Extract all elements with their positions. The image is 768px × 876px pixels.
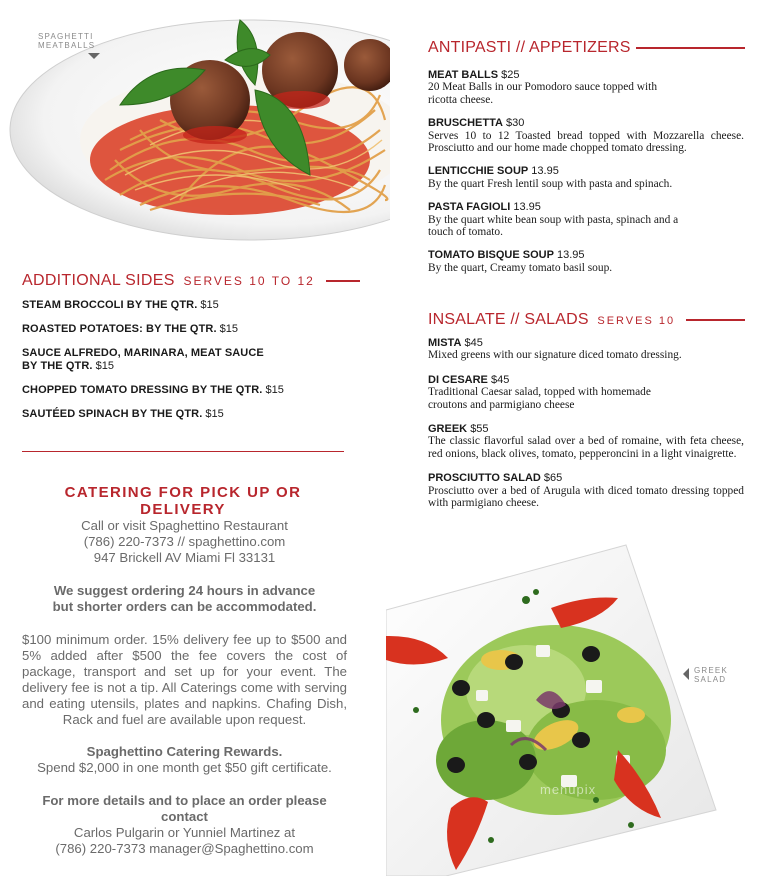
item-description: Traditional Caesar salad, topped with homemade croutons and parmigiano cheese xyxy=(428,386,651,411)
section-title: ANTIPASTI // APPETIZERS xyxy=(428,39,631,56)
section-title: INSALATE // SALADS xyxy=(428,311,589,328)
list-item xyxy=(22,299,342,312)
details-line: Carlos Pulgarin or Yunniel Martinez at xyxy=(73,825,296,840)
item-name: PROSCIUTTO SALAD xyxy=(428,472,541,485)
item-name: TOMATO BISQUE SOUP xyxy=(428,249,554,262)
antipasti-list xyxy=(428,69,744,274)
item-description: Prosciutto over a bed of Arugula with diced tomato dressing topped with parmigiano cheese. xyxy=(428,484,744,510)
item-name: ROASTED POTATOES: BY THE QTR. xyxy=(22,323,217,335)
item-name: PASTA FAGIOLI xyxy=(428,201,511,214)
section-divider xyxy=(22,451,344,452)
advance-line: but shorter orders can be accommodated. xyxy=(52,599,317,614)
contact-line: Call or visit Spaghettino Restaurant xyxy=(81,518,288,533)
menu-item xyxy=(428,117,744,154)
catering-policy: $100 minimum order. 15% delivery fee up to $500 and 5% added after $500 the fee covers the cost of package, transport and set up for your event. The delivery fee is not a tip. All Caterings come with serving and eating utensils, plates and napkins. Chafing Dish, Rack and fuel are available upon request. xyxy=(22,632,347,727)
item-name: CHOPPED TOMATO DRESSING BY THE QTR. xyxy=(22,384,263,396)
details-title: For more details and to place an order please contact xyxy=(42,793,327,824)
greek-salad-photo xyxy=(386,540,768,876)
insalate-list xyxy=(428,337,744,509)
menu-item xyxy=(428,69,744,106)
item-name: GREEK xyxy=(428,423,468,436)
item-price: $15 xyxy=(205,408,224,420)
rewards-text: Spend $2,000 in one month get $50 gift certificate. xyxy=(37,760,332,775)
item-description: By the quart Fresh lentil soup with pasta and spinach. xyxy=(428,177,673,190)
heading-rule xyxy=(636,47,745,49)
catering-rewards xyxy=(22,744,347,776)
caption-arrow-left-icon xyxy=(683,668,689,680)
list-item xyxy=(22,384,342,397)
item-price: 13.95 xyxy=(531,165,559,178)
item-price: 13.95 xyxy=(556,249,585,262)
item-description: Mixed greens with our signature diced tomato dressing. xyxy=(428,349,682,362)
menu-item xyxy=(428,249,744,274)
section-subtitle: SERVES 10 xyxy=(597,315,676,327)
caption-line: SPAGHETTI xyxy=(38,32,94,41)
contact-line: 947 Brickell AV Miami Fl 33131 xyxy=(93,550,276,565)
section-title: ADDITIONAL SIDES xyxy=(22,272,175,289)
item-price: $45 xyxy=(464,337,483,349)
item-name: SAUCE ALFREDO, MARINARA, MEAT SAUCE BY THE QTR. xyxy=(22,347,264,372)
list-item xyxy=(22,323,342,336)
menu-item xyxy=(428,423,744,460)
item-price: $45 xyxy=(490,373,510,386)
advance-line: We suggest ordering 24 hours in advance xyxy=(53,583,316,598)
greek-salad-illustration xyxy=(386,540,768,876)
heading-rule xyxy=(686,319,745,321)
item-name: SAUTÉED SPINACH BY THE QTR. xyxy=(22,408,203,420)
spaghetti-photo-caption xyxy=(38,32,100,59)
details-line: (786) 220-7373 manager@Spaghettino.com xyxy=(55,841,314,856)
item-price: $55 xyxy=(470,423,489,436)
menu-item xyxy=(428,472,744,509)
item-price: $30 xyxy=(506,117,525,130)
caption-arrow-down-icon xyxy=(88,53,100,59)
additional-sides-heading xyxy=(22,272,360,290)
catering-title: CATERING FOR PICK UP OR DELIVERY xyxy=(64,484,302,518)
sides-list xyxy=(22,299,342,432)
item-description: 20 Meat Balls in our Pomodoro sauce topped with ricotta cheese. xyxy=(428,81,658,106)
item-price: 13.95 xyxy=(513,201,541,214)
insalate-heading xyxy=(428,311,745,329)
rewards-title: Spaghettino Catering Rewards. xyxy=(86,744,283,759)
item-price: $25 xyxy=(501,69,520,81)
caption-line: SALAD xyxy=(694,675,727,684)
menu-item xyxy=(428,201,744,238)
item-price: $65 xyxy=(543,472,563,485)
caption-line: MEATBALLS xyxy=(38,41,96,50)
caption-line: GREEK xyxy=(694,666,729,675)
catering-contact xyxy=(22,518,347,566)
item-price: $15 xyxy=(265,384,284,396)
item-name: STEAM BROCCOLI BY THE QTR. xyxy=(22,299,198,311)
item-price: $15 xyxy=(200,299,219,311)
item-name: BRUSCHETTA xyxy=(428,117,503,130)
greek-salad-caption xyxy=(694,666,728,684)
contact-line: (786) 220-7373 // spaghettino.com xyxy=(83,534,286,549)
list-item xyxy=(22,347,272,373)
antipasti-heading xyxy=(428,39,745,57)
item-description: By the quart white bean soup with pasta, spinach and a touch of tomato. xyxy=(428,213,679,239)
menu-item xyxy=(428,165,744,190)
item-description: By the quart, Creamy tomato basil soup. xyxy=(428,261,613,274)
item-name: LENTICCHIE SOUP xyxy=(428,165,529,178)
section-subtitle: SERVES 10 TO 12 xyxy=(183,274,315,288)
catering-details xyxy=(22,793,347,857)
list-item xyxy=(22,408,342,421)
item-price: $15 xyxy=(95,360,114,372)
item-description: The classic flavorful salad over a bed of romaine, with feta cheese, red onions, black olives, tomato, pepperoncini in a light vinaigrette. xyxy=(428,435,744,460)
menu-item xyxy=(428,337,744,362)
item-name: MISTA xyxy=(428,337,462,349)
item-name: MEAT BALLS xyxy=(428,69,499,81)
item-description: Serves 10 to 12 Toasted bread topped with Mozzarella cheese. Prosciutto and our home made chopped tomato dressing. xyxy=(428,129,744,155)
menu-item xyxy=(428,374,744,411)
catering-advance-note xyxy=(22,583,347,615)
item-name: DI CESARE xyxy=(428,373,488,386)
heading-rule xyxy=(326,280,360,282)
menupix-watermark: menupix xyxy=(540,782,597,797)
item-price: $15 xyxy=(219,323,239,335)
